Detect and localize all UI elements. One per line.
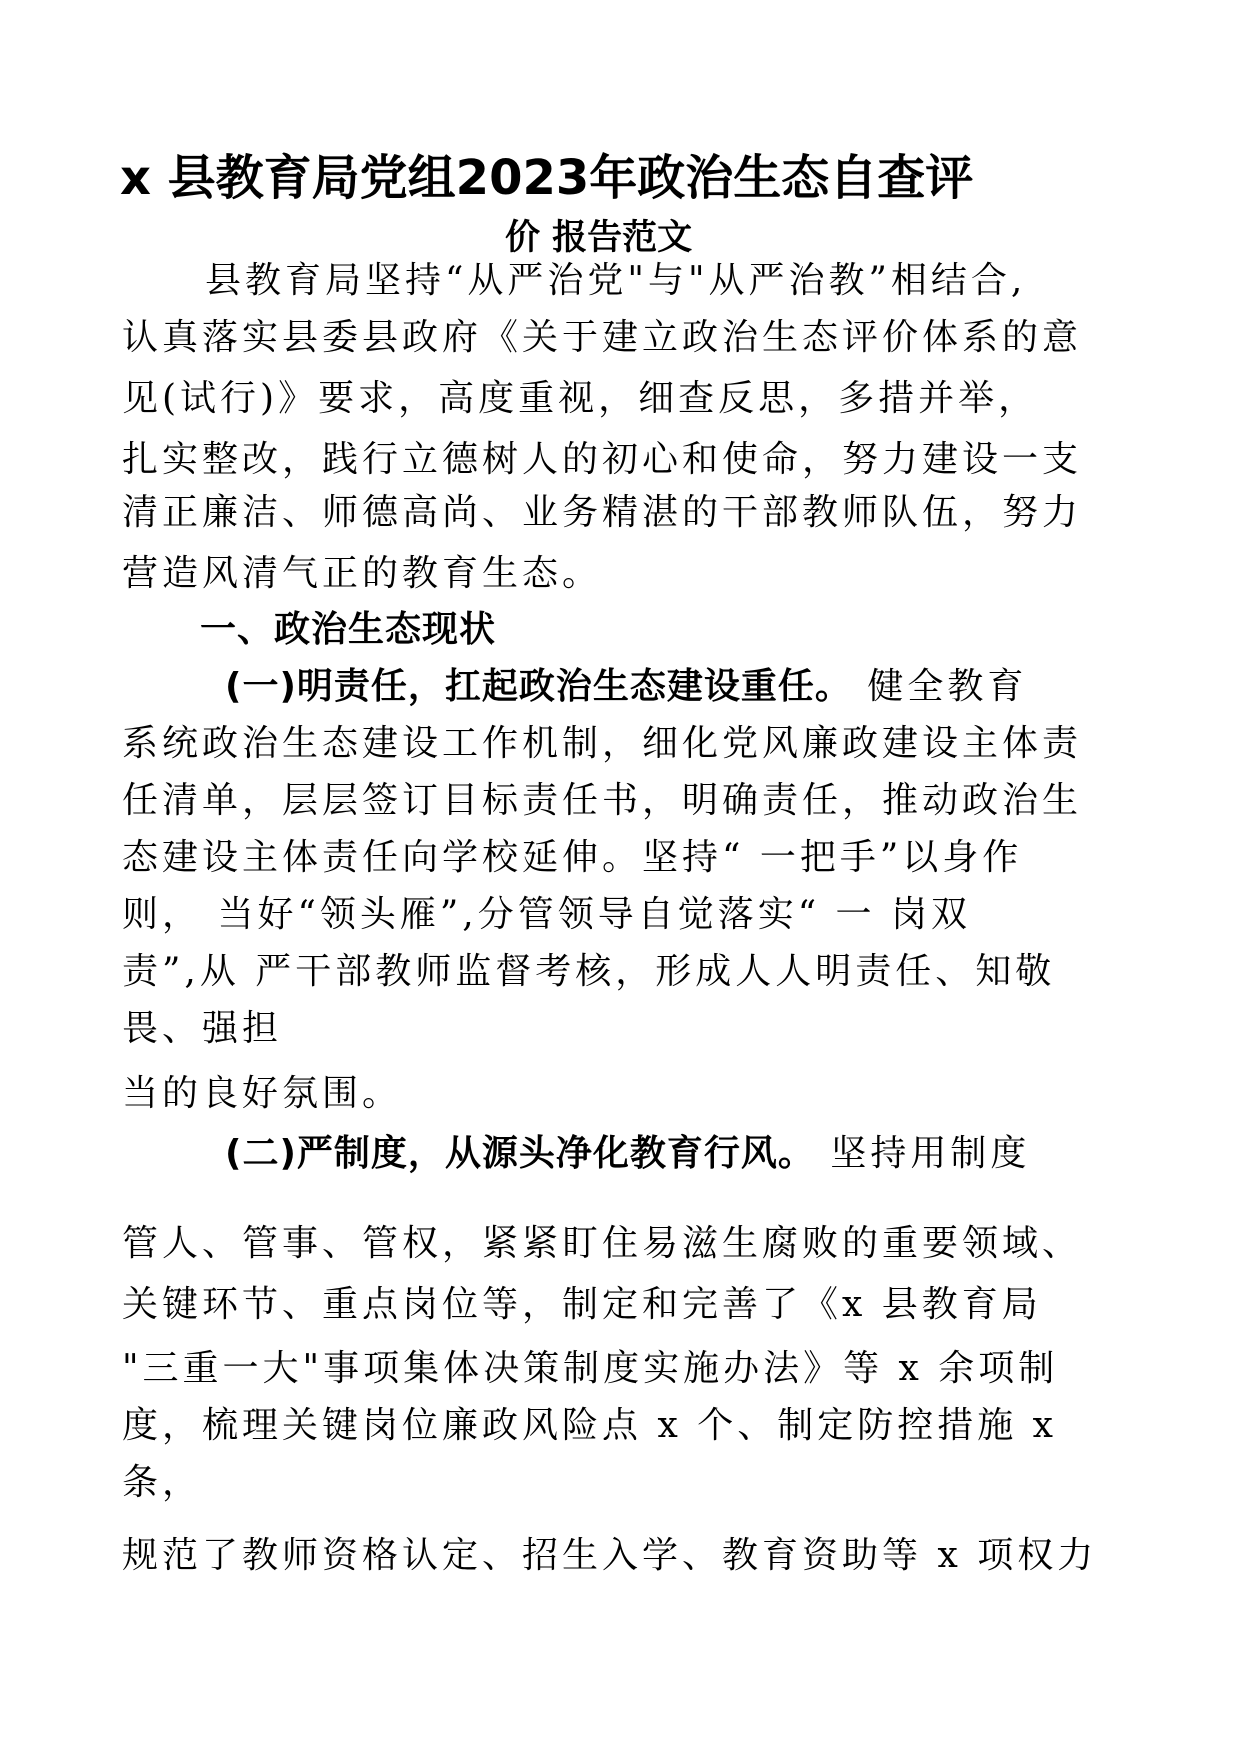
subsection-1-line: 任清单，层层签订目标责任书，明确责任，推动政治生	[122, 780, 1083, 821]
subsection-2-line: "三重一大"事项集体决策制度实施办法》等 x 余项制	[122, 1348, 1059, 1389]
subsection-2-first-line-text: 坚持用制度	[814, 1133, 1031, 1174]
subsection-2-heading: (二)严制度，从源头净化教育行风。	[225, 1133, 815, 1174]
subsection-1-line: 畏、强担	[122, 1008, 283, 1049]
intro-line-5: 清正廉洁、师德高尚、业务精湛的干部教师队伍，努力	[122, 492, 1083, 533]
intro-line-2: 认真落实县委县政府《关于建立政治生态评价体系的意	[122, 317, 1083, 358]
subsection-1-line: 当的良好氛围。	[122, 1073, 403, 1114]
subsection-2-line: 规范了教师资格认定、招生入学、教育资助等 x 项权力	[122, 1535, 1098, 1576]
intro-line-6: 营造风清气正的教育生态。	[122, 553, 603, 594]
subsection-2-line: 度，梳理关键岗位廉政风险点 x 个、制定防控措施 x	[122, 1405, 1057, 1446]
subsection-1-line: 则， 当好“领头雁”,分管领导自觉落实“ 一 岗双	[122, 894, 971, 935]
subsection-1-line: 系统政治生态建设工作机制，细化党风廉政建设主体责	[122, 723, 1083, 764]
subsection-2-line: 条，	[122, 1462, 203, 1503]
section-heading-1: 一、政治生态现状	[200, 609, 497, 650]
subsection-2-line: 关键环节、重点岗位等，制定和完善了《x 县教育局	[122, 1284, 1042, 1325]
intro-line-4: 扎实整改，践行立德树人的初心和使命，努力建设一支	[122, 439, 1083, 480]
intro-line-1: 县教育局坚持“从严治党"与"从严治教”相结合,	[205, 260, 1027, 301]
subsection-1-line: 责”,从 严干部教师监督考核，形成人人明责任、知敬	[122, 951, 1056, 992]
subsection-1-line: 态建设主体责任向学校延伸。坚持“ 一把手”以身作	[122, 837, 1023, 878]
document-title-line-1: x 县教育局党组2023年政治生态自查评	[120, 150, 974, 206]
subsection-1-first-line	[225, 663, 1027, 711]
intro-line-3: 见(试行)》要求，高度重视，细查反思，多措并举，	[122, 378, 1039, 419]
subsection-1-heading: (一)明责任，扛起政治生态建设重任。	[225, 666, 852, 707]
subsection-1-first-line-text: 健全教育	[851, 666, 1028, 707]
subsection-2-line: 管人、管事、管权，紧紧盯住易滋生腐败的重要领域、	[122, 1223, 1083, 1264]
subsection-2-first-line	[225, 1130, 1030, 1178]
document-title-line-2: 价 报告范文	[505, 218, 693, 258]
